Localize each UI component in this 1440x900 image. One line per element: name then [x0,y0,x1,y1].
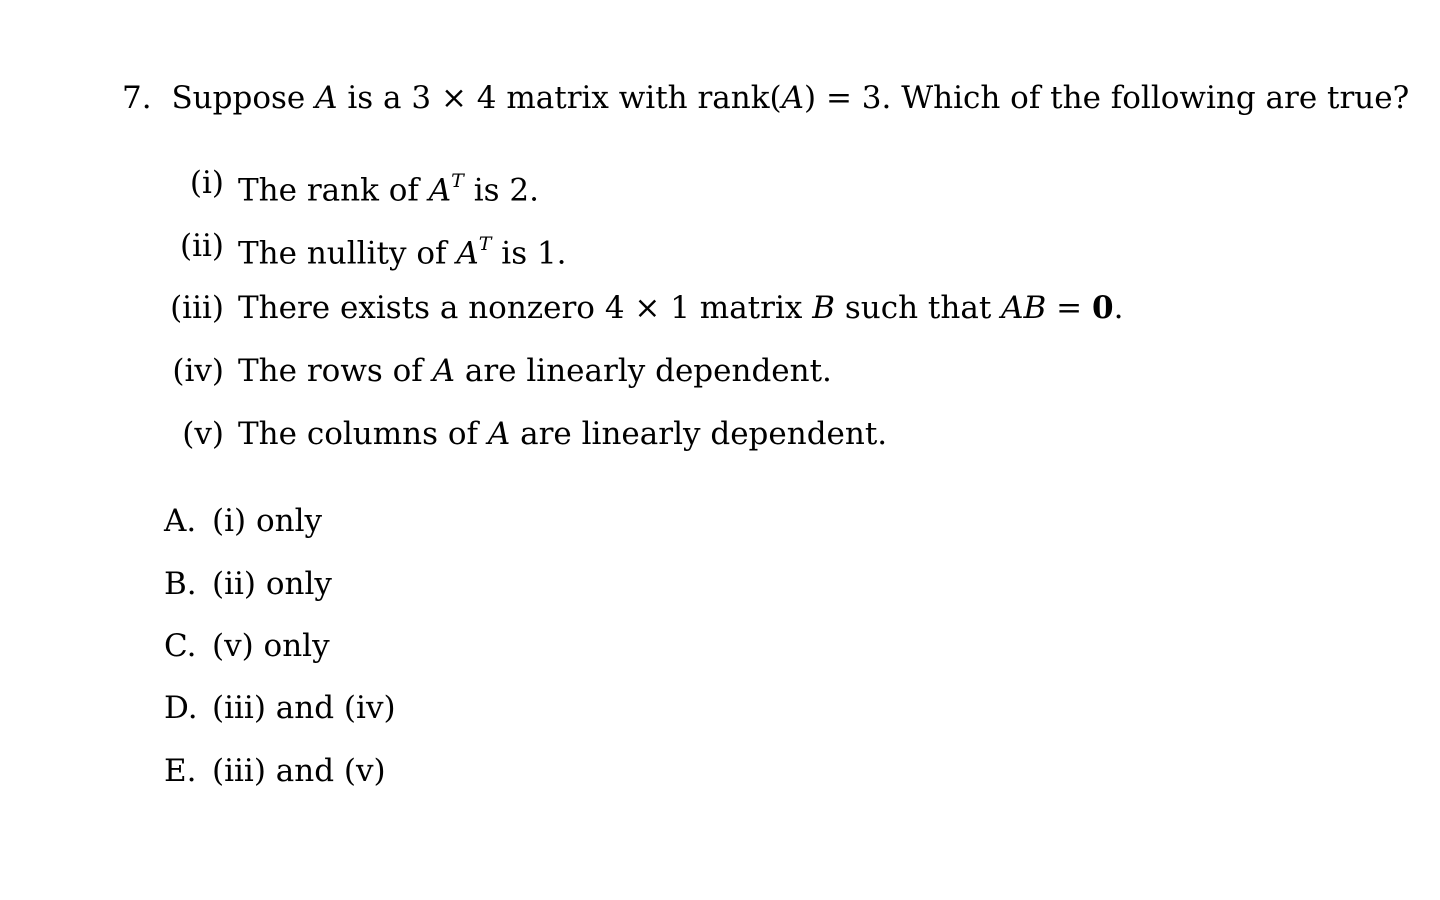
choice-letter: B. [164,566,197,602]
statement-text: There exists a nonzero 4 × 1 matrix [238,290,803,326]
statement-text-post: is 2. [473,172,539,209]
question-rank-var: A [781,80,805,116]
statement-text: The nullity of [238,235,447,272]
statement-label: (i) [189,165,224,201]
statement-label: (ii) [179,228,224,264]
statement-text: The rows of [238,353,423,389]
statement-text-post: are linearly dependent. [464,353,832,389]
statement-var: A [487,416,511,452]
statement-text-post: is 1. [501,235,567,272]
choice-text: (v) only [212,628,330,664]
choice-text: (i) only [212,503,323,539]
question-text-mid: is a 3 × 4 matrix with rank( [347,80,782,116]
choice-a[interactable] [0,503,600,539]
statement-var: B [812,290,835,326]
choice-letter: A. [164,503,197,539]
transpose-superscript: T [451,170,464,192]
choice-letter: D. [164,690,198,726]
statement-text-mid: such that [844,290,992,326]
question-text-before: Suppose [171,80,306,116]
question-stem [122,80,1409,116]
zero-matrix: 0 [1092,290,1114,326]
statement-text-post: . [1113,290,1124,326]
statement-text: The rank of [238,172,419,209]
choice-text: (iii) and (iv) [212,690,396,726]
transpose-superscript: T [478,233,492,255]
question-number: 7. [122,80,152,116]
statement-var-product: AB [1001,290,1047,326]
choice-letter: E. [164,753,197,789]
statement-text: The columns of [238,416,479,452]
statement-equals: = [1056,290,1083,326]
statement-var: A [456,235,479,272]
statement-var: A [432,353,456,389]
choice-text: (ii) only [212,566,332,602]
choice-b[interactable] [0,566,600,602]
question-text-after: ) = 3. Which of the following are true? [804,80,1410,116]
question-matrix-var: A [315,80,338,116]
choice-e[interactable] [0,753,600,789]
statement-label: (iv) [172,353,224,389]
choice-c[interactable] [0,628,600,664]
choice-text: (iii) and (v) [212,753,386,789]
statement-text-post: are linearly dependent. [520,416,888,452]
choice-d[interactable] [0,690,600,726]
choice-letter: C. [164,628,197,664]
statement-var: A [428,172,452,209]
statement-label: (v) [182,416,224,452]
statement-label: (iii) [170,290,224,326]
